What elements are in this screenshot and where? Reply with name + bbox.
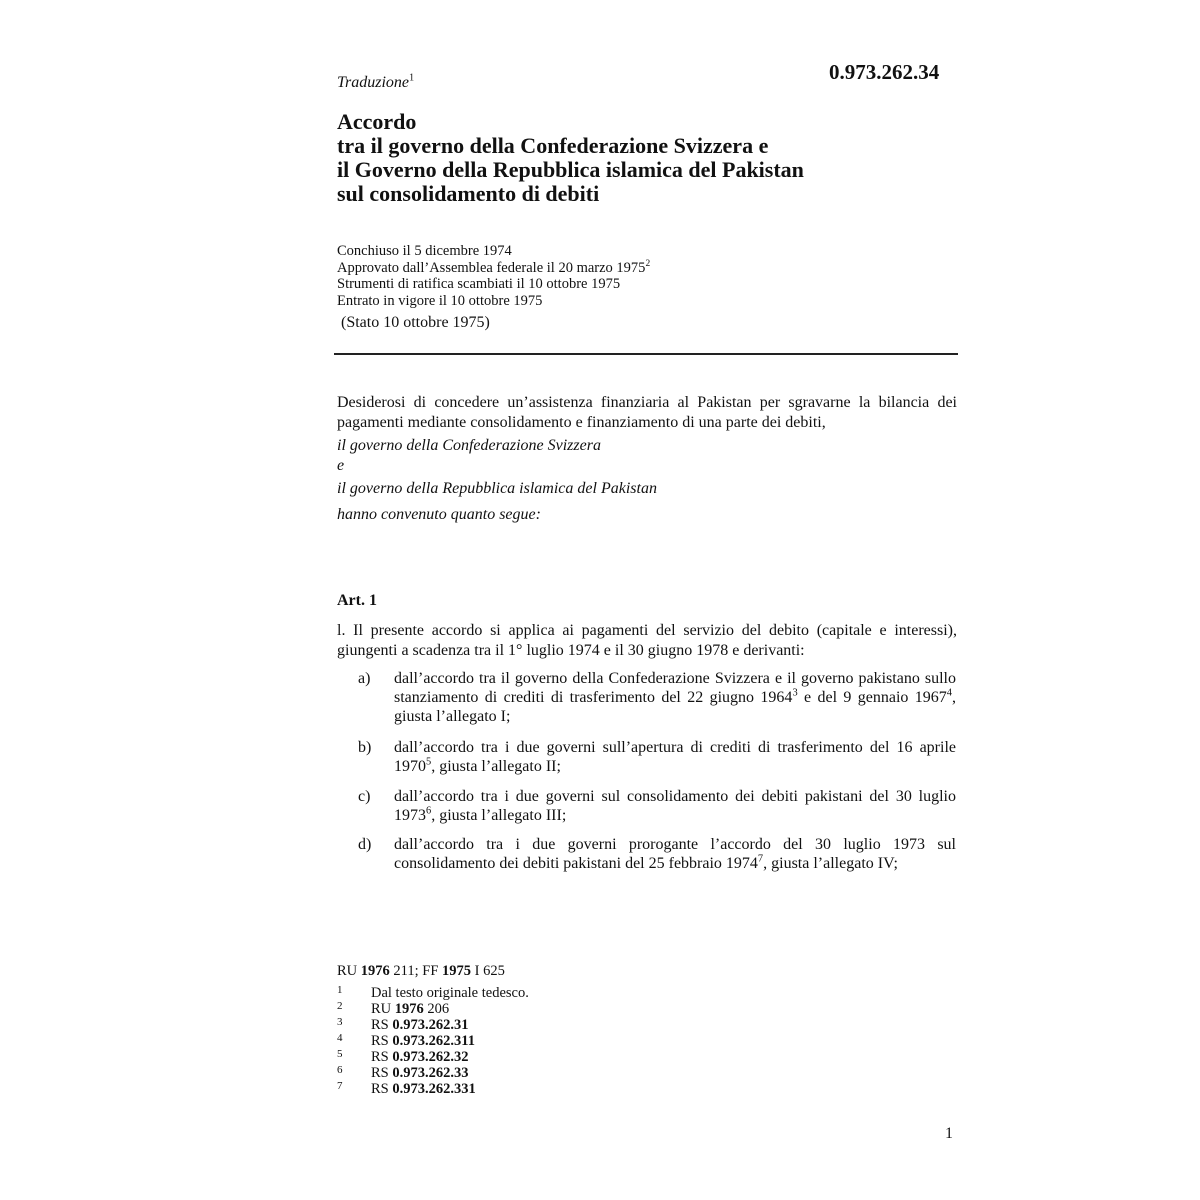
source-year: 1975	[442, 963, 472, 979]
list-text-part: e del 9 gennaio 1967	[797, 689, 947, 706]
list-text-part: dall’accordo tra i due governi sul consolidamento dei debiti pakistani del 30 luglio 1973	[394, 788, 956, 824]
list-text	[394, 738, 956, 776]
party-switzerland: il governo della Confederazione Svizzera	[337, 437, 601, 454]
list-text-part: dall’accordo tra i due governi sull’apertura di crediti di trasferimento del 16 aprile 1970	[394, 739, 956, 775]
page-number: 1	[945, 1125, 953, 1142]
list-label: c)	[358, 788, 371, 805]
sr-number: 0.973.262.34	[829, 60, 940, 84]
footnote-text	[371, 985, 529, 1001]
list-item	[358, 669, 956, 726]
title-line: sul consolidamento di debiti	[337, 181, 600, 206]
footnote-ref[interactable]: 5	[426, 756, 432, 768]
document-metadata	[337, 243, 957, 309]
footnote-ref[interactable]: 2	[645, 258, 651, 269]
footnote-text-part: RS	[371, 1033, 393, 1049]
footnote-number: 2	[337, 1000, 343, 1012]
status-date: (Stato 10 ottobre 1975)	[341, 314, 490, 331]
preamble	[337, 393, 957, 525]
translation-text: Traduzione	[337, 74, 410, 91]
footnote-text	[371, 1065, 469, 1081]
footnote-text-part: RS	[371, 1017, 393, 1033]
list-item	[358, 738, 956, 776]
footnote-text-part: RS	[371, 1049, 393, 1065]
in-force-date: Entrato in vigore il 10 ottobre 1975	[337, 292, 543, 309]
footnote-ref-number: 0.973.262.311	[392, 1033, 475, 1049]
list-item	[358, 787, 956, 825]
header-divider	[334, 353, 958, 355]
ratification-date: Strumenti di ratifica scambiati il 10 ottobre 1975	[337, 276, 621, 292]
preamble-text: Desiderosi di concedere un’assistenza finanziaria al Pakistan per sgravarne la bilancia dei pagamenti mediante consolidamento e finanziamento di una parte dei debiti,	[337, 394, 957, 431]
footnote-ref-number: 0.973.262.32	[392, 1049, 469, 1065]
agreement-formula: hanno convenuto quanto segue:	[337, 506, 541, 523]
list-label: a)	[358, 670, 371, 687]
source-year: 1976	[360, 963, 390, 979]
list-item	[358, 835, 956, 873]
footnote-text-part: RU	[371, 1001, 395, 1017]
source-text: 211; FF	[389, 963, 443, 979]
party-conjunction: e	[337, 457, 345, 474]
list-label: d)	[358, 836, 372, 853]
footnote-number: 3	[337, 1016, 343, 1028]
footnote-text-part: 206	[423, 1001, 450, 1017]
footnote-text-part: Dal testo originale tedesco.	[371, 985, 529, 1001]
footnote-ref[interactable]: 1	[409, 72, 415, 84]
footnote-source	[337, 963, 957, 980]
footnote-text	[371, 1001, 449, 1017]
footnote-text-part: RS	[371, 1081, 393, 1097]
footnote-number: 7	[337, 1080, 343, 1092]
list-text	[394, 787, 956, 825]
document-title	[337, 110, 957, 206]
footnote-text	[371, 1081, 476, 1097]
list-text	[394, 669, 956, 726]
list-text-part: , giusta l’allegato III;	[431, 807, 567, 824]
concluded-date: Conchiuso il 5 dicembre 1974	[337, 243, 512, 259]
list-text-part: , giusta l’allegato I;	[394, 689, 956, 725]
footnote-ref-number: 0.973.262.331	[392, 1081, 476, 1097]
list-text-part: dall’accordo tra il governo della Confederazione Svizzera e il governo pakistano sullo stanziamento di crediti di trasferimento del 22 giugno 1964	[394, 670, 956, 706]
footnote-text	[371, 1017, 469, 1033]
footnote-number: 6	[337, 1064, 343, 1076]
footnote-number: 4	[337, 1032, 343, 1044]
approved-text: Approvato dall’Assemblea federale il 20 marzo 1975	[337, 259, 646, 276]
footnote-ref-number: 0.973.262.33	[392, 1065, 469, 1081]
title-line: tra il governo della Confederazione Svizzera e	[337, 133, 769, 158]
footnote-ref-number: 1976	[394, 1001, 424, 1017]
footnote-text	[371, 1049, 469, 1065]
list-label: b)	[358, 739, 372, 756]
approved-date	[337, 260, 957, 277]
source-text: I 625	[471, 963, 505, 979]
party-pakistan: il governo della Repubblica islamica del Pakistan	[337, 480, 657, 497]
footnote-ref[interactable]: 7	[757, 853, 764, 865]
source-text: RU	[337, 963, 361, 979]
footnote-number: 5	[337, 1048, 343, 1060]
title-line: il Governo della Repubblica islamica del Pakistan	[337, 157, 804, 182]
footnote-text	[371, 1033, 475, 1049]
footnote-ref[interactable]: 6	[426, 805, 432, 817]
list-text	[394, 835, 956, 873]
footnote-ref[interactable]: 4	[946, 687, 952, 699]
list-text-part: , giusta l’allegato IV;	[763, 855, 898, 872]
footnote-ref-number: 0.973.262.31	[392, 1017, 469, 1033]
article-heading: Art. 1	[337, 592, 377, 609]
footnote-number: 1	[337, 984, 343, 996]
list-text-part: , giusta l’allegato II;	[431, 758, 561, 775]
list-text-part: dall’accordo tra i due governi prorogante l’accordo del 30 luglio 1973 sul consolidamento dei debiti pakistani del 25 febbraio 1974	[394, 836, 956, 872]
article-paragraph: l. Il presente accordo si applica ai pagamenti del servizio del debito (capitale e interessi), giungenti a scadenza tra il 1° luglio 1974 e il 30 giugno 1978 e derivanti:	[337, 622, 957, 659]
footnote-text-part: RS	[371, 1065, 393, 1081]
title-line: Accordo	[337, 109, 417, 134]
footnote-ref[interactable]: 3	[792, 687, 798, 699]
